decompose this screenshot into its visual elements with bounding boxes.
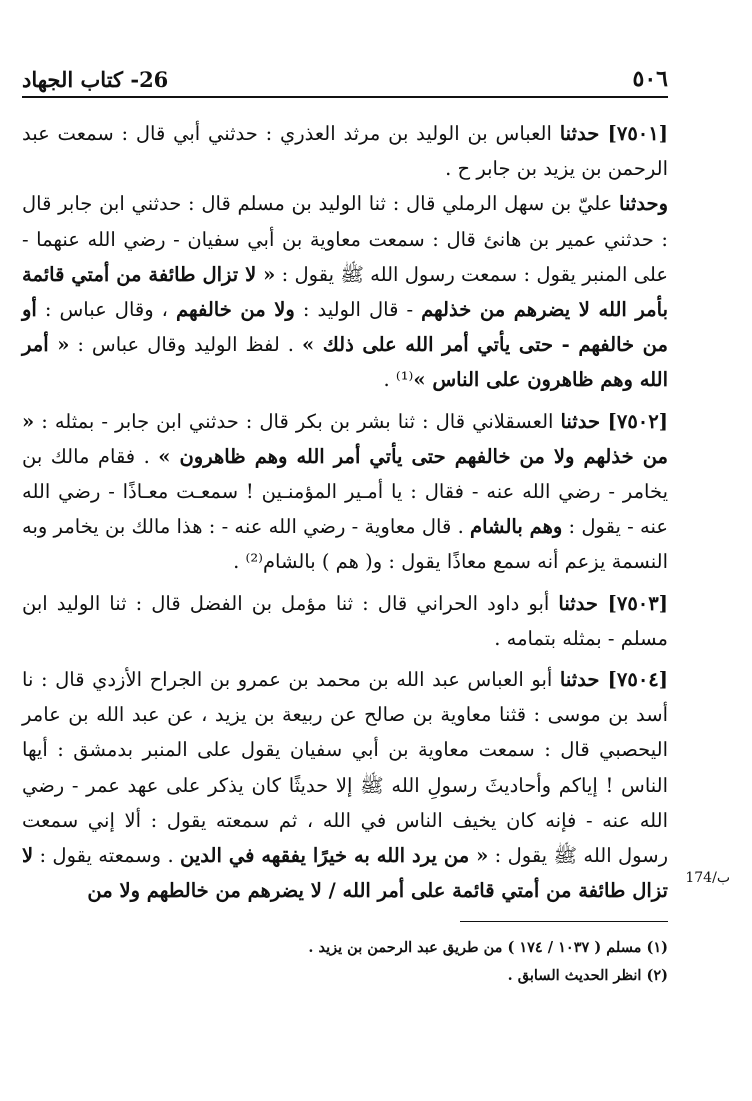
bold-text-segment: لا تزال طائفة من أمتي قائمة على أمر الله / لا يضرهم من خالطهم ولا من [22,844,668,903]
footnote: (٢) انظر الحديث السابق . [507,967,668,984]
bold-text-segment: [٧٥٠٤] حدثنا [559,668,669,692]
hadith-paragraph [22,186,668,397]
text-segment: - قال الوليد : [294,298,422,322]
hadith-block [22,116,668,398]
footnotes [22,934,668,990]
page-number: ٥٠٦ [632,66,668,92]
bold-text-segment: أو من خالفهم - حتى يأتي أمر الله على ذلك » [22,298,668,357]
page-header [22,60,668,98]
bold-text-segment: وحدثنا [619,192,668,216]
text-segment: أبو العباس عبد الله بن محمد بن عمرو بن الجراح الأزدي قال : نا أسد بن موسى : قثنا معاوية بن صالح عن ربيعة بن يزيد ، عن عبد الله بن عامر اليحصبي قال : سمعت معاوية بن أبي سفيان يقول على المنبر بدمشق : أيها الناس ! إياكم وأحاديثَ رسولِ الله ﷺ إلا حديثًا كان يذكر على عهد عمر - رضي الله عنه - فإنه كان يخيف الناس في الله ، ثم سمعته يقول : ألا إني سمعت رسول الله ﷺ يقول : [22,668,669,868]
hadith-block [22,586,668,656]
footnote: (١) مسلم ( ١٠٣٧ / ١٧٤ ) من طريق عبد الرحمن بن يزيد . [308,939,668,956]
hadith-body [22,116,668,914]
text-segment: أبو داود الحراني قال : ثنا مؤمل بن الفضل قال : ثنا الوليد ابن مسلم - بمثله بتمامه . [22,591,668,650]
text-segment: عليّ بن سهل الرملي قال : ثنا الوليد بن مسلم قال : حدثني ابن جابر قال : حدثني عمير بن هانئ قال : سمعت معاوية بن أبي سفيان - رضي الله عنهما - على المنبر يقول : سمعت رسول الله ﷺ يقول : [22,192,668,286]
text-segment: ، وقال عباس : [36,298,176,322]
text-segment: . لفظ الوليد وقال عباس : [69,333,302,357]
bold-text-segment: « لا تزال طائفة من أمتي قائمة بأمر الله لا يضرهم من خذلهم [22,262,668,322]
text-segment: ⁽¹⁾ . [383,368,414,392]
text-segment: العباس بن الوليد بن مرثد العذري : حدثني أبي قال : سمعت عبد الرحمن بن يزيد بن جابر ح . [22,122,668,181]
footnote-rule [460,921,668,922]
text-segment: العسقلاني قال : ثنا بشر بن بكر قال : حدثني ابن جابر - بمثله : [34,409,561,433]
hadith-block [22,404,668,580]
hadith-paragraph [22,586,668,656]
manuscript-folio-note: 174/ب [685,870,730,886]
bold-text-segment: [٧٥٠١] حدثنا [559,122,668,145]
bold-text-segment: ولا من خالفهم [175,298,295,322]
bold-text-segment: « أمر الله وهم ظاهرون على الناس » [22,333,668,392]
hadith-paragraph [22,662,668,908]
bold-text-segment: [٧٥٠٣] حدثنا [558,591,668,615]
bold-text-segment: وهم بالشام [470,515,563,539]
header-rule [22,96,668,98]
text-segment: . وسمعته يقول : [33,844,181,868]
hadith-paragraph [22,116,668,186]
text-segment: . قال معاوية - رضي الله عنه - : هذا مالك بن يخامر وبه النسمة يزعم أنه سمع معاذًا يقول : و( هم ) بالشام⁽²⁾ . [22,515,668,574]
bold-text-segment: « من يرد الله به خيرًا يفقهه في الدين [180,844,489,868]
bold-text-segment: [٧٥٠٢] حدثنا [560,409,668,433]
bold-text-segment: « من خذلهم ولا من خالفهم حتى يأتي أمر الله وهم ظاهرون » [22,409,668,468]
text-segment: . فقام مالك بن يخامر - رضي الله عنه - فقال : يا أمـير المؤمنـين ! سمعـت معـاذًا - رضي الله عنه - يقول : [22,444,668,539]
hadith-paragraph [22,404,668,580]
book-title: 26- كتاب الجهاد [22,66,169,92]
hadith-block [22,662,668,908]
